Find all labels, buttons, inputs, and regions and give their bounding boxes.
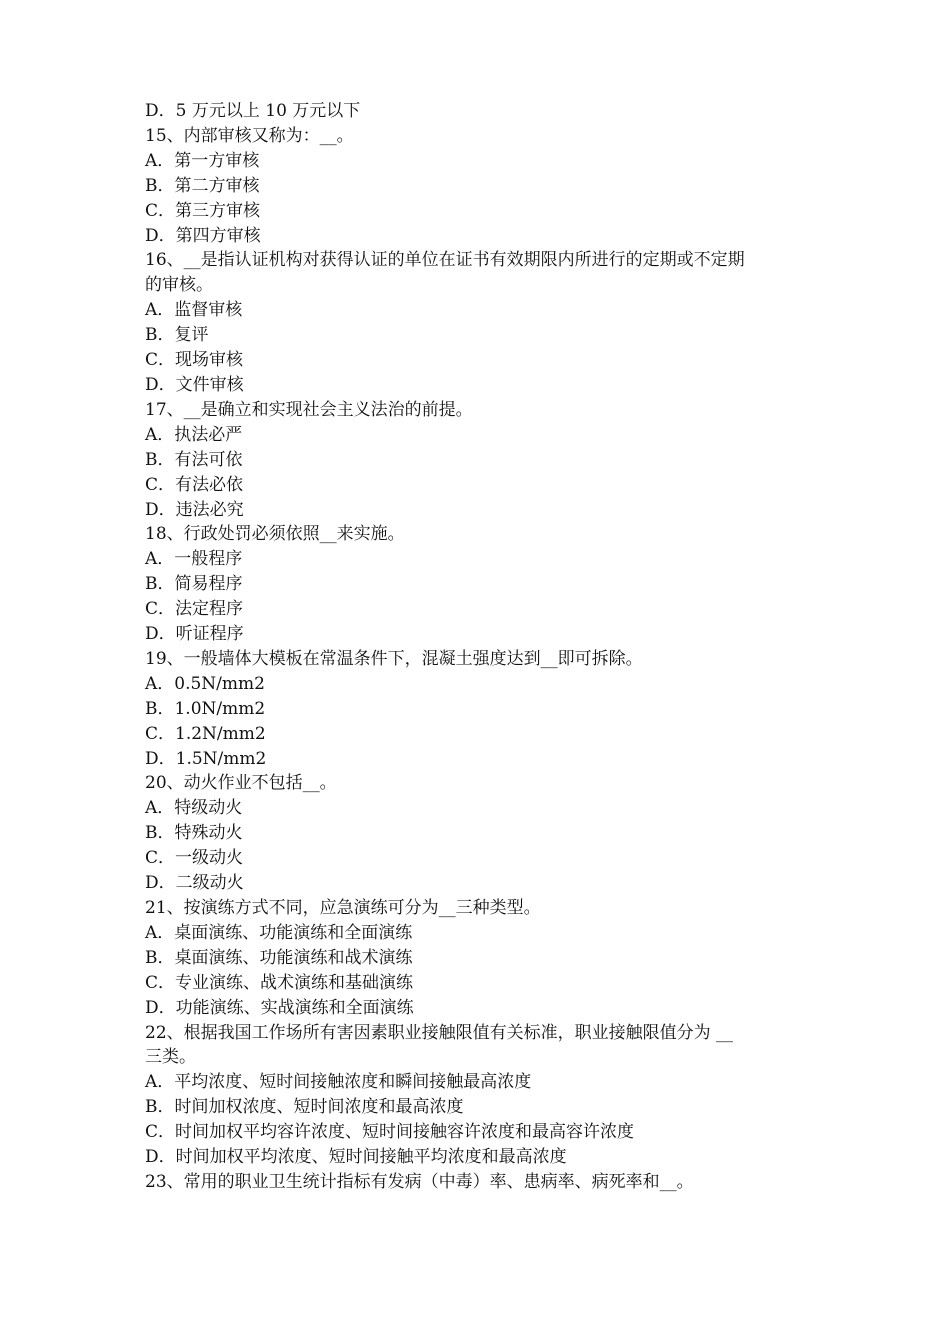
option-d: D．违法必究 bbox=[145, 499, 244, 520]
option-c: C．一级动火 bbox=[145, 848, 244, 869]
option-d: D．1.5N/mm2 bbox=[145, 748, 267, 769]
option-b: B．1.0N/mm2 bbox=[145, 698, 266, 719]
question-20: 20、动火作业不包括__。 bbox=[145, 773, 337, 794]
question-15: 15、内部审核又称为：__。 bbox=[145, 125, 354, 146]
option-d: D．二级动火 bbox=[145, 873, 244, 894]
question-22-continued: 三类。 bbox=[145, 1047, 196, 1068]
question-21: 21、按演练方式不同，应急演练可分为__三种类型。 bbox=[145, 898, 541, 918]
document-body bbox=[145, 99, 810, 1195]
option-a: A．特级动火 bbox=[145, 798, 243, 819]
option-c: C．时间加权平均容许浓度、短时间接触容许浓度和最高容许浓度 bbox=[145, 1122, 635, 1143]
question-17: 17、__是确立和实现社会主义法治的前提。 bbox=[145, 399, 473, 420]
option-b: B．有法可依 bbox=[145, 449, 243, 470]
option-d: D．听证程序 bbox=[145, 624, 244, 645]
option-a: A．0.5N/mm2 bbox=[145, 673, 265, 694]
option-c: C．现场审核 bbox=[145, 350, 244, 371]
option-c: C．法定程序 bbox=[145, 599, 244, 620]
option-b: B．特殊动火 bbox=[145, 823, 243, 844]
option-a: A．监督审核 bbox=[145, 300, 243, 321]
question-23: 23、常用的职业卫生统计指标有发病（中毒）率、患病率、病死率和__。 bbox=[145, 1171, 694, 1192]
text-line: D．5 万元以上 10 万元以下 bbox=[145, 101, 361, 121]
option-c: C．第三方审核 bbox=[145, 200, 261, 221]
option-a: A．一般程序 bbox=[145, 549, 243, 570]
option-a: A．平均浓度、短时间接触浓度和瞬间接触最高浓度 bbox=[145, 1072, 532, 1093]
question-16: 16、__是指认证机构对获得认证的单位在证书有效期限内所进行的定期或不定期 bbox=[145, 250, 745, 271]
option-b: B．桌面演练、功能演练和战术演练 bbox=[145, 947, 413, 968]
question-16-continued: 的审核。 bbox=[145, 275, 213, 296]
option-d: D．功能演练、实战演练和全面演练 bbox=[145, 997, 414, 1018]
option-a: A．桌面演练、功能演练和全面演练 bbox=[145, 922, 413, 943]
option-b: B．时间加权浓度、短时间浓度和最高浓度 bbox=[145, 1097, 464, 1118]
option-c: C．有法必依 bbox=[145, 474, 244, 495]
option-d: D．第四方审核 bbox=[145, 225, 261, 246]
option-b: B．简易程序 bbox=[145, 574, 243, 595]
question-18: 18、行政处罚必须依照__来实施。 bbox=[145, 524, 405, 545]
option-a: A．执法必严 bbox=[145, 424, 243, 445]
option-d: D．时间加权平均浓度、短时间接触平均浓度和最高浓度 bbox=[145, 1147, 567, 1168]
option-c: C．专业演练、战术演练和基础演练 bbox=[145, 972, 414, 993]
option-b: B．第二方审核 bbox=[145, 175, 260, 196]
question-19: 19、一般墙体大模板在常温条件下，混凝土强度达到__即可拆除。 bbox=[145, 648, 643, 669]
option-a: A．第一方审核 bbox=[145, 150, 260, 171]
option-d: D．文件审核 bbox=[145, 374, 244, 395]
option-b: B．复评 bbox=[145, 325, 209, 346]
option-c: C．1.2N/mm2 bbox=[145, 723, 266, 744]
question-22: 22、根据我国工作场所有害因素职业接触限值有关标准，职业接触限值分为 __ bbox=[145, 1022, 734, 1043]
